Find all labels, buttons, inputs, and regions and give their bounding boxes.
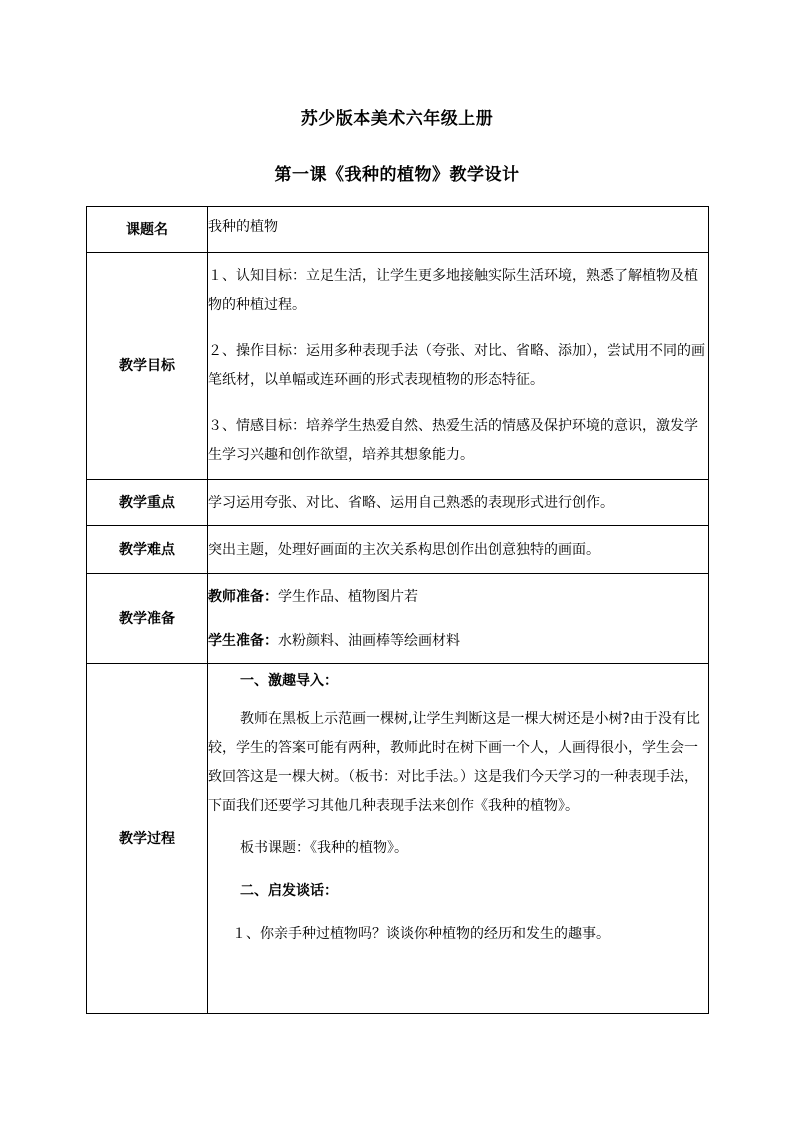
document-title: 苏少版本美术六年级上册 (300, 109, 494, 129)
process-paragraph-intro: 教师在黑板上示范画一棵树,让学生判断这是一棵大树还是小树?由于没有比较，学生的答案可能有两种，教师此时在树下画一个人，人画得很小，学生会一致回答这是一棵大树。（板书：对比手法。）这是我们今天学习的一种表现手法，下面我们还要学习其他几种表现手法来创作《我种的植物》。 (208, 711, 700, 814)
value-goals (208, 253, 709, 480)
process-heading-talk: 二、启发谈话： (240, 883, 338, 899)
value-difficulties: 突出主题，处理好画面的主次关系构思创作出创意独特的画面。 (208, 526, 709, 574)
goal-item: ２、操作目标：运用多种表现手法（夸张、对比、省略、添加），尝试用不同的画笔纸材，以单幅或连环画的形式表现植物的形态特征。 (208, 343, 705, 388)
row-goals (87, 253, 709, 480)
row-difficulties (87, 526, 709, 574)
teacher-preparation (208, 587, 708, 607)
row-topic (87, 207, 709, 253)
student-preparation-label: 学生准备： (208, 632, 278, 649)
row-process (87, 664, 709, 1014)
value-topic: 我种的植物 (208, 207, 709, 253)
value-process (208, 664, 709, 1014)
student-preparation (208, 631, 708, 651)
label-difficulties: 教学难点 (87, 526, 208, 574)
lesson-title: 第一课《我种的植物》教学设计 (274, 165, 520, 185)
label-process: 教学过程 (87, 664, 208, 1014)
label-topic: 课题名 (87, 207, 208, 253)
process-board-title: 板书课题：《我种的植物》。 (240, 840, 408, 856)
label-preparation: 教学准备 (87, 574, 208, 664)
goal-item: ３、情感目标：培养学生热爱自然、热爱生活的情感及保护环境的意识，激发学生学习兴趣和创作欲望，培养其想象能力。 (208, 418, 698, 463)
process-question: １、你亲手种过植物吗？谈谈你种植物的经历和发生的趣事。 (232, 926, 610, 942)
teacher-preparation-label: 教师准备： (208, 588, 278, 605)
value-preparation (208, 574, 709, 664)
label-goals: 教学目标 (87, 253, 208, 480)
process-heading-intro: 一、激趣导入： (240, 673, 338, 689)
lesson-plan-table (86, 206, 709, 1014)
student-preparation-value: 水粉颜料、油画棒等绘画材料 (278, 632, 460, 649)
row-key-points (87, 480, 709, 526)
label-key-points: 教学重点 (87, 480, 208, 526)
value-key-points: 学习运用夸张、对比、省略、运用自己熟悉的表现形式进行创作。 (208, 480, 709, 526)
row-preparation (87, 574, 709, 664)
goal-item: １、认知目标：立足生活，让学生更多地接触实际生活环境，熟悉了解植物及植物的种植过程。 (208, 268, 698, 313)
teacher-preparation-value: 学生作品、植物图片若 (278, 588, 418, 605)
